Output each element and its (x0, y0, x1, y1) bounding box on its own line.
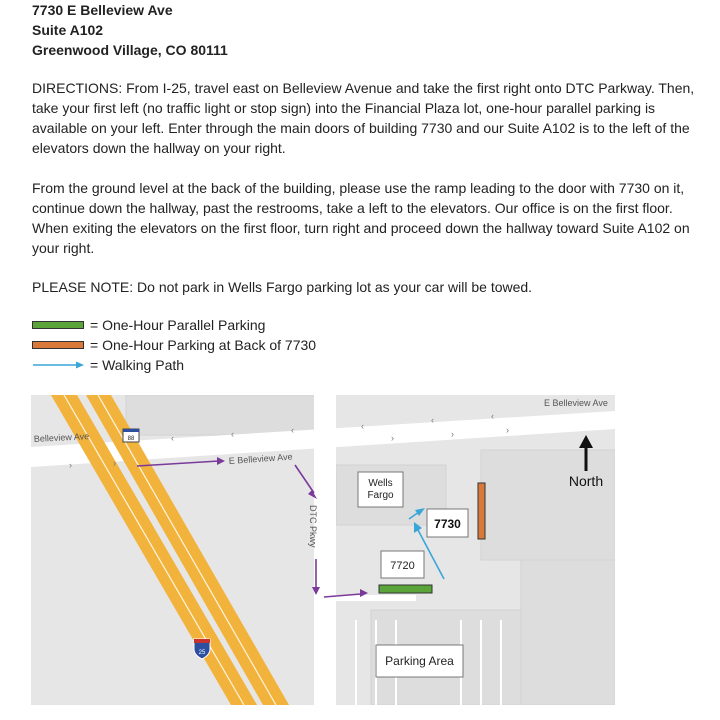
building-access-paragraph: From the ground level at the back of the building, please use the ramp leading to the door with 7730 on it, continue down the hallway, past the restrooms, take a left to the elevators. Our office is on the first floor. When exiting the elevators on the first floor, turn right and proceed down the hallway toward Suite A102 on your right. (32, 180, 690, 256)
address-line-3: Greenwood Village, CO 80111 (32, 42, 228, 58)
svg-text:›: › (69, 460, 72, 470)
legend-row-parallel (32, 315, 316, 335)
parking-area-label: Parking Area (385, 654, 454, 668)
north-label: North (568, 473, 604, 489)
address-line-1: 7730 E Belleview Ave (32, 2, 173, 18)
svg-text:›: › (391, 433, 394, 443)
legend-label-parallel: = One-Hour Parallel Parking (90, 317, 266, 333)
svg-text:‹: ‹ (361, 421, 364, 431)
legend-label-back: = One-Hour Parking at Back of 7730 (90, 337, 317, 353)
legend-row-walking (32, 355, 316, 375)
route-88-shield (123, 429, 139, 442)
orange-parking-swatch (32, 341, 84, 349)
wells-fargo-label-line1: Wells (368, 478, 393, 489)
legend-row-back (32, 335, 316, 355)
map-legend (32, 315, 316, 375)
building-7730 (427, 509, 468, 537)
svg-text:‹: ‹ (431, 415, 434, 425)
route-88-label: 88 (127, 436, 135, 442)
svg-text:›: › (506, 425, 509, 435)
parking-note: PLEASE NOTE: Do not park in Wells Fargo parking lot as your car will be towed. (32, 279, 533, 295)
plaza-driveway (336, 595, 416, 601)
svg-text:›: › (451, 429, 454, 439)
dtc-pkwy-label: DTC Pkwy (308, 505, 318, 548)
belleview-ave-top-label: E Belleview Ave (544, 398, 608, 408)
wells-fargo-label-line2: Fargo (367, 490, 394, 501)
building-7720 (381, 551, 424, 578)
svg-text:›: › (113, 458, 116, 468)
back-parking-marker (478, 483, 485, 539)
parallel-parking-marker (379, 585, 432, 593)
building-7730-label: 7730 (434, 517, 461, 531)
parking-area-box (376, 645, 463, 677)
address-line-2: Suite A102 (32, 22, 104, 38)
i25-shield-label: 25 (198, 650, 206, 656)
svg-text:‹: ‹ (231, 429, 234, 439)
building-7720-label: 7720 (390, 560, 415, 572)
belleview-ave-left-label: Belleview Ave (33, 431, 90, 444)
belleview-ave-right-label: E Belleview Ave (228, 451, 293, 466)
legend-label-walking: = Walking Path (90, 357, 185, 373)
wells-fargo-building (358, 472, 403, 507)
directions-map (31, 395, 615, 705)
svg-text:‹: ‹ (491, 411, 494, 421)
svg-text:‹: ‹ (291, 425, 294, 435)
green-parking-swatch (32, 321, 84, 329)
directions-paragraph: DIRECTIONS: From I-25, travel east on Belleview Avenue and take the first right onto DTC Parkway. Then, take your first left (no traffic light or stop sign) into the Financial Plaza lot, one-hour parallel parking is available on your left. Enter through the main doors of building 7730 and our Suite A102 is to the left of the elevators down the hallway on your right. (32, 80, 695, 156)
svg-text:‹: ‹ (171, 433, 174, 443)
blue-arrow-icon (32, 360, 84, 370)
dtc-parkway-road (314, 395, 336, 705)
address-block (32, 0, 228, 60)
